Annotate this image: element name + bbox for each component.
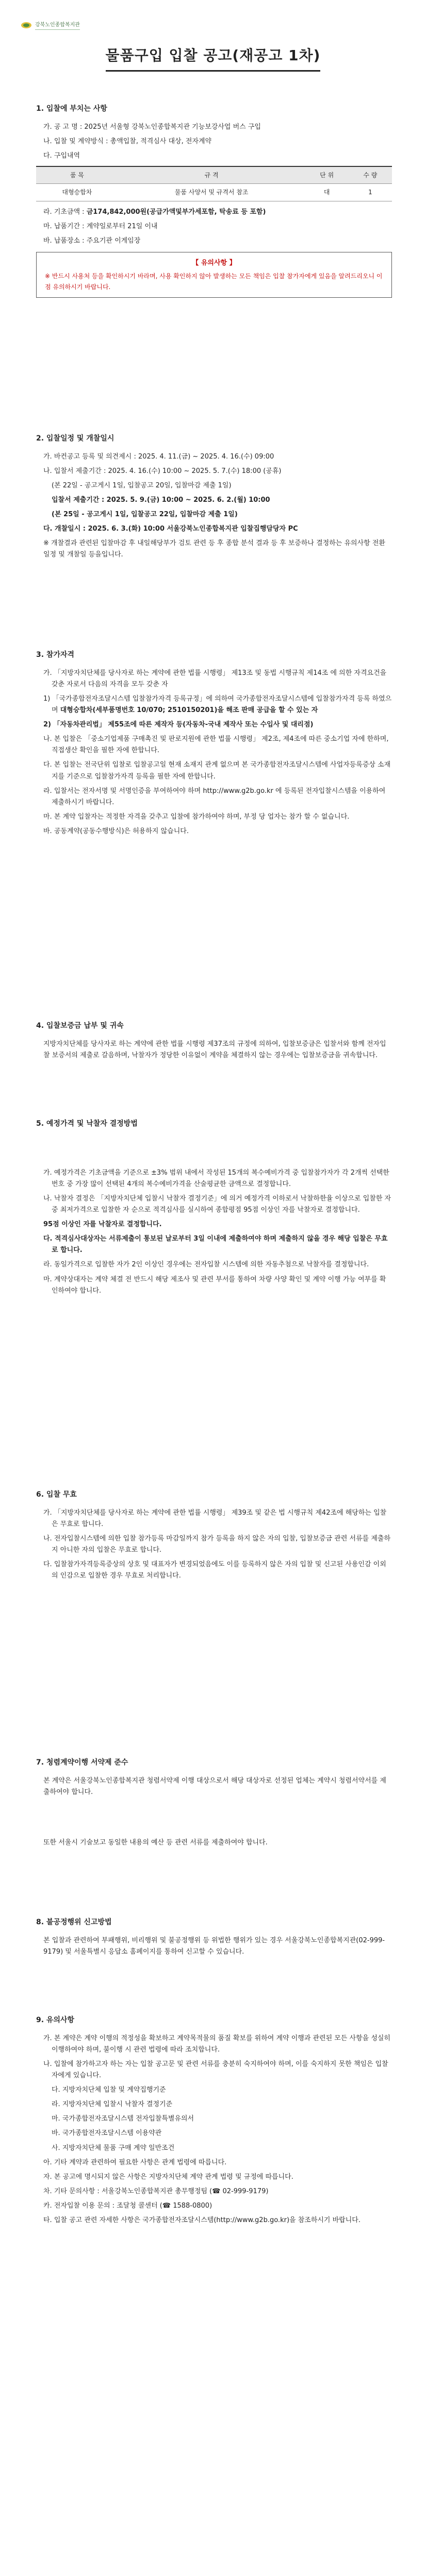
leaf-logo-icon	[21, 20, 32, 31]
notice-line: 2) 「자동차관리법」 제55조에 따른 제작자 등(자동차-국내 제작사 또는 수입사 및 대리점)	[43, 721, 314, 729]
caution-text: ※ 반드시 사용처 등을 확인하시기 바라며, 사용 확인하지 않아 발생하는 모든 책임은 입찰 참가자에게 있음을 알려드리오니 이점 유의하시기 바랍니다.	[45, 273, 383, 291]
caution-title: 【 유의사항 】	[192, 259, 236, 267]
notice-line: 나. 전자입찰시스템에 의한 입찰 참가등록 마감일까지 참가 등록을 하지 않은 자의 입찰, 입찰보증금 관련 서류를 제출하지 아니한 자의 입찰은 무효로 합니다.	[43, 1534, 391, 1554]
section-heading: 4. 입찰보증금 납부 및 귀속	[36, 1022, 124, 1030]
notice-line: 카. 전자입찰 이용 문의 : 조달청 콜센터 (☎ 1588-0800)	[43, 2201, 212, 2210]
notice-line: 가. 예정가격은 기초금액을 기준으로 ±3% 범위 내에서 작성된 15개의 복수예비가격 중 입찰참가자가 각 2개씩 선택한 번호 중 가장 많이 선택된 4개의 복수예비가격을 산술평균한 금액으로 결정합니다.	[43, 1168, 389, 1188]
logo-text: 강북노인종합복지관	[35, 21, 80, 30]
table-cell: 대형승합차	[36, 184, 118, 201]
notice-line: ※ 개찰결과 관련된 입찰마감 후 내일해당부가 검토 관련 등 후 종합 분석 결과 등 후 보증하나 결정하는 유의사항 전환 일정 및 개찰일 등을입니다.	[43, 539, 385, 559]
notice-line: 바. 공동계약(공동수행방식)은 허용하지 않습니다.	[43, 827, 189, 835]
caution-box	[36, 252, 392, 298]
items-table	[36, 166, 392, 201]
notice-line: 가. 공 고 명 : 2025년 서울형 강북노인종합복지관 기능보강사업 버스 구입	[43, 123, 261, 131]
notice-title: 물품구입 입찰 공고(재공고 1차)	[106, 43, 321, 72]
notice-line: 마. 납품기간 : 계약일로부터 21일 이내	[43, 222, 158, 230]
section-heading: 7. 청렴계약이행 서약제 준수	[36, 1758, 128, 1767]
notice-line: 나. 입찰서 제출기간 : 2025. 4. 16.(수) 10:00 ~ 2025. 5. 7.(수) 18:00 (공휴)	[43, 467, 282, 475]
notice-line: 아. 기타 계약과 관련하여 필요한 사항은 관계 법령에 따릅니다.	[43, 2158, 227, 2166]
table-header-cell: 단 위	[305, 166, 349, 184]
notice-line: 또한 서울시 기술보고 동일한 내용의 예산 등 관련 서류를 제출하여야 합니다.	[43, 1838, 268, 1846]
notice-line: 마. 본 계약 입찰자는 적정한 자격을 갖추고 입찰에 참가하여야 하며, 부정 당 업자는 참가 할 수 없습니다.	[43, 812, 350, 821]
notice-line: 다. 적격심사대상자는 서류제출이 통보된 날로부터 3일 이내에 제출하여야 하며 제출하지 않을 경우 해당 입찰은 무효로 합니다.	[43, 1235, 388, 1255]
section-heading: 6. 입찰 무효	[36, 1490, 77, 1499]
section-5	[36, 1118, 392, 1489]
notice-line: 바. 납품장소 : 주요기관 이게임장	[43, 237, 141, 245]
notice-line: 가. 바컨공고 등록 및 의견제시 : 2025. 4. 11.(금) ~ 2025. 4. 16.(수) 09:00	[43, 452, 274, 461]
notice-line: 마. 국가종합전자조달시스템 전자입찰특별유의서	[52, 2115, 194, 2123]
table-header-cell: 품 목	[36, 166, 118, 184]
table-row	[36, 184, 392, 201]
notice-line: (본 22일 - 공고게시 1일, 입찰공고 20일, 입찰마감 제출 1일)	[52, 481, 232, 489]
notice-line: 바. 국가종합전자조달시스템 이용약관	[52, 2129, 162, 2138]
notice-line	[36, 207, 392, 218]
notice-body	[36, 103, 392, 2229]
section-heading: 2. 입찰일정 및 개찰일시	[36, 434, 114, 443]
section-4	[36, 1020, 392, 1118]
section-7	[36, 1757, 392, 1917]
section-9	[36, 2014, 392, 2226]
notice-line: 타. 입찰 공고 관련 자세한 사항은 국가종합전자조달시스템(http://www.g2b.go.kr)을 참조하시기 바랍니다.	[43, 2216, 361, 2225]
notice-line: 입찰서 제출기간 : 2025. 5. 9.(금) 10:00 ~ 2025. 6. 2.(월) 10:00	[52, 496, 270, 504]
section-2	[36, 433, 392, 649]
table-header-cell: 수 량	[349, 166, 392, 184]
notice-line: 다. 본 입찰는 전국단위 입찰로 입찰공고일 현재 소재지 관계 없으며 본 국가종합전자조달시스템에 사업자등록증상 소재지를 기준으로 입찰참가자격 등록을 필한 자에 한합니다.	[43, 761, 391, 781]
table-cell: 대	[305, 184, 349, 201]
section-heading: 3. 참가자격	[36, 651, 75, 659]
notice-line: 본 입찰과 관련하여 부패행위, 비리행위 및 불공정행위 등 위법한 행위가 있는 경우 서울강북노인종합복지관(02-999-9179) 및 서울특별시 응답소 홈페이지를 통하여 신고할 수 있습니다.	[43, 1936, 385, 1956]
notice-line: 본 계약은 서울강북노인종합복지관 청렴서약제 이행 대상으로서 해당 대상자로 선정된 업체는 계약시 청렴서약서를 제출하여야 합니다.	[43, 1776, 386, 1796]
qualification-emphasis: 대형승합차(세부품명번호 10/070; 2510150201)을 해조 판매 공급을 할 수 있는 자	[60, 706, 318, 715]
section-6	[36, 1489, 392, 1757]
notice-line: 자. 본 공고에 명시되지 않은 사항은 지방자치단체 계약 관계 법령 및 규정에 따릅니다.	[43, 2173, 293, 2181]
notice-line: 가. 「지방자치단체를 당사자로 하는 계약에 관한 법률 시행령」 제13조 및 동법 시행규칙 제14조 에 의한 자격요건을 갖춘 자로서 다음의 자격을 모두 갖춘 자	[43, 669, 387, 688]
notice-line: (본 25일 - 공고게시 1일, 입찰공고 22일, 입찰마감 제출 1일)	[52, 511, 238, 519]
table-header-cell: 규 격	[118, 166, 305, 184]
notice-line: 마. 계약상대자는 계약 체결 전 반드시 해당 제조사 및 관련 부서를 통하여 차량 사양 확인 및 계약 이행 가능 여부를 확인하여야 합니다.	[43, 1275, 386, 1295]
notice-line: 사. 지방자치단체 물품 구매 계약 일반조건	[52, 2144, 175, 2152]
welfare-center-logo	[21, 20, 80, 31]
opening-date-line: 다. 개찰일시 : 2025. 6. 3.(화) 10:00 서울강북노인종합복지관 입찰집행담당자 PC	[43, 525, 298, 533]
notice-line: 다. 지방자치단체 입찰 및 계약집행기준	[52, 2086, 166, 2094]
table-header-row	[36, 166, 392, 184]
section-8	[36, 1917, 392, 2014]
notice-line: 나. 본 입찰은 「중소기업제품 구매촉진 및 판로지원에 관한 법률 시행령」 제2조, 제4조에 따른 중소기업 자에 한하며, 직접생산 확인을 필한 자에 한합니다.	[43, 735, 389, 755]
section-3	[36, 649, 392, 1020]
notice-line: 가. 본 계약은 계약 이행의 적정성을 확보하고 계약목적물의 품질 확보를 위하여 계약 이행과 관련된 모든 사항을 성실히 이행하여야 하며, 불이행 시 관련 법령에 따라 조치합니다.	[43, 2034, 391, 2054]
section-heading: 1. 입찰에 부치는 사항	[36, 105, 107, 113]
notice-line: 라. 동일가격으로 입찰한 자가 2인 이상인 경우에는 전자입찰 시스템에 의한 자동추첨으로 낙찰자를 결정합니다.	[43, 1261, 369, 1269]
table-cell: 물품 사양서 및 규격서 참조	[118, 184, 305, 201]
notice-line: 다. 구입내역	[43, 151, 80, 160]
notice-line	[36, 693, 392, 716]
section-heading: 8. 불공정행위 신고방법	[36, 1918, 112, 1926]
table-cell: 1	[349, 184, 392, 201]
notice-line: 다. 입찰참가자격등록증상의 상호 및 대표자가 변경되었음에도 이를 등록하지 않은 자의 입찰 및 신고된 사용인감 이외의 인감으로 입찰한 경우 무효로 처리합니다.	[43, 1561, 386, 1580]
base-price-value: 금174,842,000원(공급가액및부가세포함, 탁송료 등 포함)	[86, 208, 266, 216]
notice-line: 나. 낙찰자 결정은 「지방자치단체 입찰시 낙찰자 결정기준」에 의거 예정가격 이하로서 낙찰하한율 이상으로 입찰한 자 중 최저가격으로 입찰한 자 순으로 적격심사를 실시하여 종합평점 95점 이상인 자를 낙찰자로 결정합니다.	[43, 1194, 391, 1214]
notice-line: 라. 지방자치단체 입찰시 낙찰자 결정기준	[52, 2100, 173, 2109]
notice-line: 95점 이상인 자를 낙찰자로 결정합니다.	[43, 1221, 162, 1229]
section-1	[36, 103, 392, 433]
notice-line: 지방자치단체를 당사자로 하는 계약에 관한 법률 시행령 제37조의 규정에 의하여, 입찰보증금은 입찰서와 함께 전자입찰 보증서의 제출로 갈음하며, 낙찰자가 정당한 이유없이 계약을 체결하지 않는 경우에는 입찰보증금을 귀속합니다.	[43, 1040, 386, 1059]
notice-line: 라. 입찰서는 전자서명 및 서명인증을 부여하여야 하며 http://www.g2b.go.kr 에 등록된 전자입찰시스템을 이용하여 제출하시기 바랍니다.	[43, 787, 386, 806]
notice-line: 차. 기타 문의사항 : 서울강북노인종합복지관 총무행정팀 (☎ 02-999-9179)	[43, 2187, 269, 2195]
notice-line: 나. 입찰 및 계약방식 : 총액입찰, 적격심사 대상, 전자계약	[43, 137, 212, 145]
notice-line: 가. 「지방자치단체를 당사자로 하는 계약에 관한 법률 시행령」 제39조 및 같은 법 시행규칙 제42조에 해당하는 입찰은 무효로 합니다.	[43, 1509, 387, 1528]
section-heading: 5. 예정가격 및 낙찰자 결정방법	[36, 1120, 138, 1128]
notice-line: 나. 입찰에 참가하고자 하는 자는 입찰 공고문 및 관련 서류를 충분히 숙지하여야 하며, 이를 숙지하지 못한 책임은 입찰자에게 있습니다.	[43, 2060, 388, 2080]
base-price-label: 라. 기초금액 :	[43, 208, 87, 216]
section-heading: 9. 유의사항	[36, 2016, 75, 2024]
qualification-text: 1) 「국가종합전자조달시스템 입찰참가자격 등록규정」에 의하여 국가종합전자조달시스템에 입찰참가자격 등록 하였으며	[43, 694, 392, 715]
